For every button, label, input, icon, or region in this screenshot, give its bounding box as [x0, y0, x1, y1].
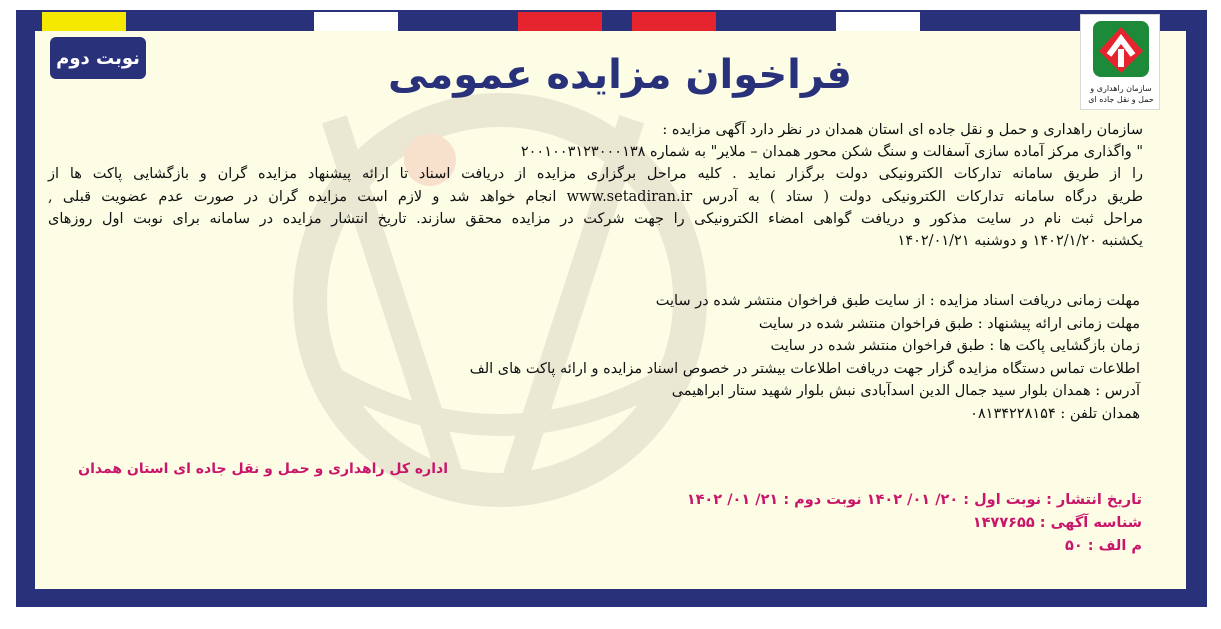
decor-stripe-white [314, 12, 398, 31]
reference-code: م الف : ۵۰ [1065, 538, 1142, 554]
body-line: یکشنبه ۱۴۰۲/۱/۲۰ و دوشنبه ۱۴۰۲/۰۱/۲۱ [897, 233, 1143, 250]
body-line: را از طریق سامانه تدارکات الکترونیکی دولت برگزار نماید . کلیه مراحل برگزاری مزایده از دریافت اسناد تا ارائه پیشنهاد مزایده گران و بازگشایی پاکت ها از [48, 166, 1143, 183]
decor-stripe-red [632, 12, 716, 31]
logo-caption: سازمان راهداری و حمل و نقل جاده ای [1088, 84, 1154, 104]
detail-contact-info: اطلاعات تماس دستگاه مزایده گزار جهت دریافت اطلاعات بیشتر در خصوص اسناد مزایده و ارائه پاکت های الف [469, 360, 1140, 377]
body-line: سازمان راهداری و حمل و نقل جاده ای استان همدان در نظر دارد آگهی مزایده : [662, 122, 1143, 138]
detail-bid-deadline: مهلت زمانی ارائه پیشنهاد : طبق فراخوان منتشر شده در سایت [758, 315, 1140, 332]
decor-stripe-yellow [42, 12, 126, 31]
round-badge-label: نوبت دوم [56, 47, 140, 69]
publish-dates: تاریخ انتشار : نوبت اول : ۲۰/ ۰۱/ ۱۴۰۲ نوبت دوم : ۲۱/ ۰۱/ ۱۴۰۲ [686, 492, 1142, 508]
notice-body [48, 119, 1143, 252]
notice-title: فراخوان مزایده عمومی [388, 52, 852, 98]
detail-phone: همدان تلفن : ۰۸۱۳۴۲۲۸۱۵۴ [970, 405, 1140, 422]
department-name: اداره کل راهداری و حمل و نقل جاده ای استان همدان [78, 461, 448, 477]
decor-stripe-red [518, 12, 602, 31]
detail-address: آدرس : همدان بلوار سید جمال الدین اسدآبادی نبش بلوار شهید ستار ابراهیمی [671, 383, 1140, 399]
detail-opening-time: زمان بازگشایی پاکت ها : طبق فراخوان منتشر شده در سایت [770, 338, 1140, 354]
detail-docs-deadline: مهلت زمانی دریافت اسناد مزایده : از سایت طبق فراخوان منتشر شده در سایت [655, 293, 1140, 309]
body-line: طریق درگاه سامانه تدارکات الکترونیکی دولت ( ستاد ) به آدرس www.setadiran.ir انجام خواهد شد و لازم است مزایده گران در صورت عدم عضویت قبلی , [48, 188, 1143, 205]
body-line: " واگذاری مرکز آماده سازی آسفالت و سنگ شکن محور همدان – ملایر" به شماره ۲۰۰۱۰۰۳۱۲۳۰۰۰۱۳۸ [520, 144, 1143, 161]
ad-id: شناسه آگهی : ۱۴۷۷۶۵۵ [972, 515, 1142, 531]
round-badge [50, 37, 146, 79]
road-organization-logo-icon [1091, 19, 1151, 79]
logo [1080, 14, 1160, 110]
body-line: مراحل ثبت نام در سایت مذکور و دریافت گواهی امضاء الکترونیکی را جهت شرکت در مزایده محقق سازند. تاریخ انتشار مزایده در سامانه برای نوبت اول روزهای [48, 210, 1143, 227]
notice-footer [540, 489, 1142, 558]
decor-stripe-white [836, 12, 920, 31]
notice-details [340, 290, 1140, 425]
